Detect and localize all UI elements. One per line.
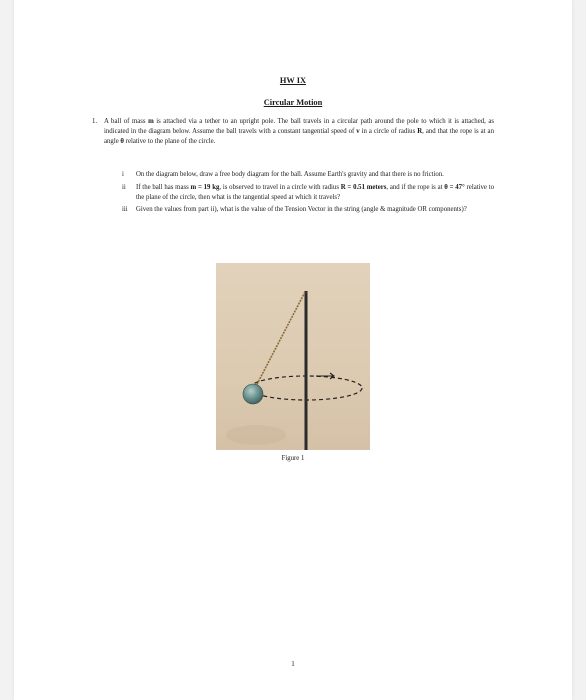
document-page <box>14 0 572 700</box>
angle-value: θ = 47° <box>444 183 465 191</box>
mass-value: m = 19 kg <box>190 183 220 191</box>
problem-number: 1. <box>92 118 98 125</box>
angle-symbol: θ <box>120 137 124 145</box>
problem-text-5: relative to the plane of the circle. <box>123 137 216 145</box>
subpart-text-3: , and if the rope is at <box>386 183 445 191</box>
subpart-iii <box>122 205 494 215</box>
problem-text-2: is attached via a tether to an upright pole. The ball travels in a circular path around the pole to which it is attached, as indicated in the diagram below. Assume the ball travels with a constant tangential speed of <box>104 118 494 135</box>
figure-background <box>216 263 370 450</box>
subpart-numeral: i <box>122 171 124 178</box>
homework-title: HW IX <box>279 76 307 85</box>
section-title: Circular Motion <box>263 98 323 107</box>
shadow-smudge <box>226 425 286 445</box>
speed-symbol: v <box>356 127 360 135</box>
subpart-text-2: , is observed to travel in a circle with radius <box>219 183 341 191</box>
problem-text-1: A ball of mass <box>104 118 149 125</box>
problem-statement <box>92 117 494 146</box>
figure-caption: Figure 1 <box>281 455 305 462</box>
subpart-text: On the diagram below, draw a free body diagram for the ball. Assume Earth's gravity and that there is no friction. <box>136 171 444 178</box>
radius-value: R = 0.51 meters <box>340 183 387 191</box>
radius-symbol: R <box>417 127 423 135</box>
subpart-text: Given the values from part ii), what is the value of the Tension Vector in the string (angle & magnitude OR components)? <box>136 206 467 214</box>
subpart-numeral: iii <box>122 206 128 214</box>
page-number: 1 <box>291 660 295 668</box>
subpart-i <box>122 170 494 180</box>
subpart-numeral: ii <box>122 183 126 191</box>
subpart-text-4: relative to the plane of the circle, then what is the tangential speed at which it travels? <box>136 183 494 201</box>
subparts-list <box>122 170 494 218</box>
subpart-text-1: If the ball has mass <box>136 183 191 191</box>
problem-text-3: in a circle of radius <box>359 127 418 135</box>
mass-symbol: m <box>148 118 154 125</box>
pole-ball-figure <box>216 263 370 450</box>
problem-text-4: , and that the rope is at an angle <box>104 127 494 145</box>
subpart-ii <box>122 183 494 203</box>
ball <box>243 384 263 404</box>
